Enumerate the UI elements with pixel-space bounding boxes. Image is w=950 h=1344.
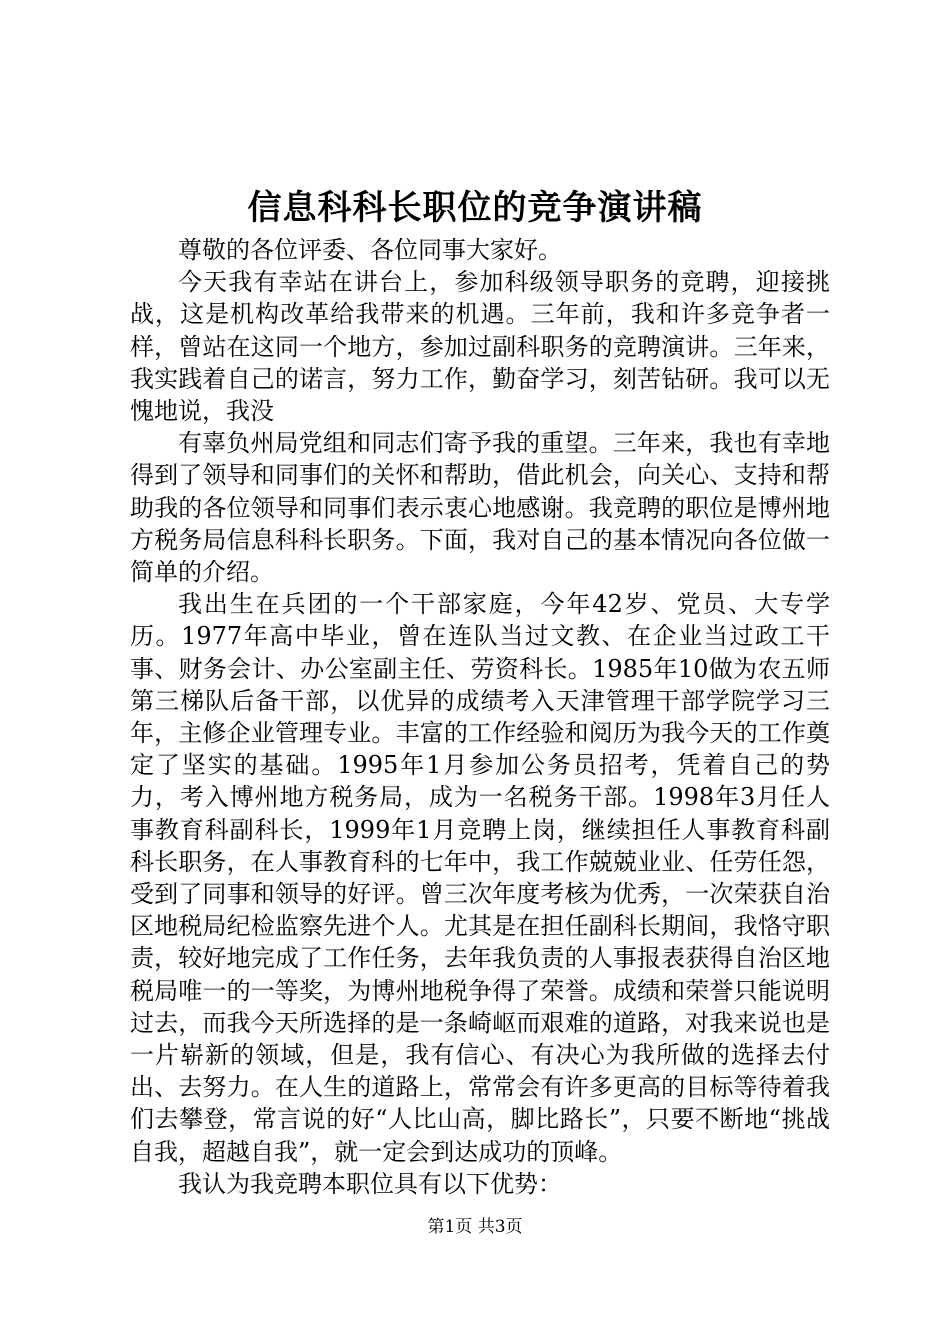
paragraph-background: 我出生在兵团的一个干部家庭，今年42岁、党员、大专学历。1977年高中毕业，曾在连队当过文教、在企业当过政工干事、财务会计、办公室副主任、劳资科长。1985年10做为农五师第三梯队后备干部，以优异的成绩考入天津管理干部学院学习三年，主修企业管理专业。丰富的工作经验和阅历为我今天的工作奠定了坚实的基础。1995年1月参加公务员招考，凭着自己的势力，考入博州地方税务局，成为一名税务干部。1998年3月任人事教育科副科长，1999年1月竞聘上岗，继续担任人事教育科副科长职务，在人事教育科的七年中，我工作兢兢业业、任劳任怨，受到了同事和领导的好评。曾三次年度考核为优秀，一次荣获自治区地税局纪检监察先进个人。尤其是在担任副科长期间，我恪守职责，较好地完成了工作任务，去年我负责的人事报表获得自治区地税局唯一的一等奖，为博州地税争得了荣誉。成绩和荣誉只能说明过去，而我今天所选择的是一条崎岖而艰难的道路，对我来说也是一片崭新的领域，但是，我有信心、有决心为我所做的选择去付出、去努力。在人生的道路上，常常会有许多更高的目标等待着我们去攀登，常言说的好“人比山高，脚比路长”，只要不断地“挑战自我，超越自我”，就一定会到达成功的顶峰。 [130,590,830,1166]
document-body [130,234,830,1200]
paragraph-thanks: 有辜负州局党组和同志们寄予我的重望。三年来，我也有幸地得到了领导和同事们的关怀和帮助，借此机会，向关心、支持和帮助我的各位领导和同事们表示衷心地感谢。我竞聘的职位是博州地方税务局信息科科长职务。下面，我对自己的基本情况向各位做一简单的介绍。 [130,429,830,587]
paragraph-greeting: 尊敬的各位评委、各位同事大家好。 [178,236,562,264]
paragraph-advantages-intro: 我认为我竞聘本职位具有以下优势： [178,1169,562,1198]
document-title: 信息科科长职位的竞争演讲稿 [247,188,703,228]
paragraph-opening: 今天我有幸站在讲台上，参加科级领导职务的竞聘，迎接挑战，这是机构改革给我带来的机遇。三年前，我和许多竞争者一样，曾站在这同一个地方，参加过副科职务的竞聘演讲。三年来，我实践着自己的诺言，努力工作，勤奋学习，刻苦钻研。我可以无愧地说，我没 [130,268,830,426]
page-number-footer: 第1页 共3页 [427,1217,523,1237]
